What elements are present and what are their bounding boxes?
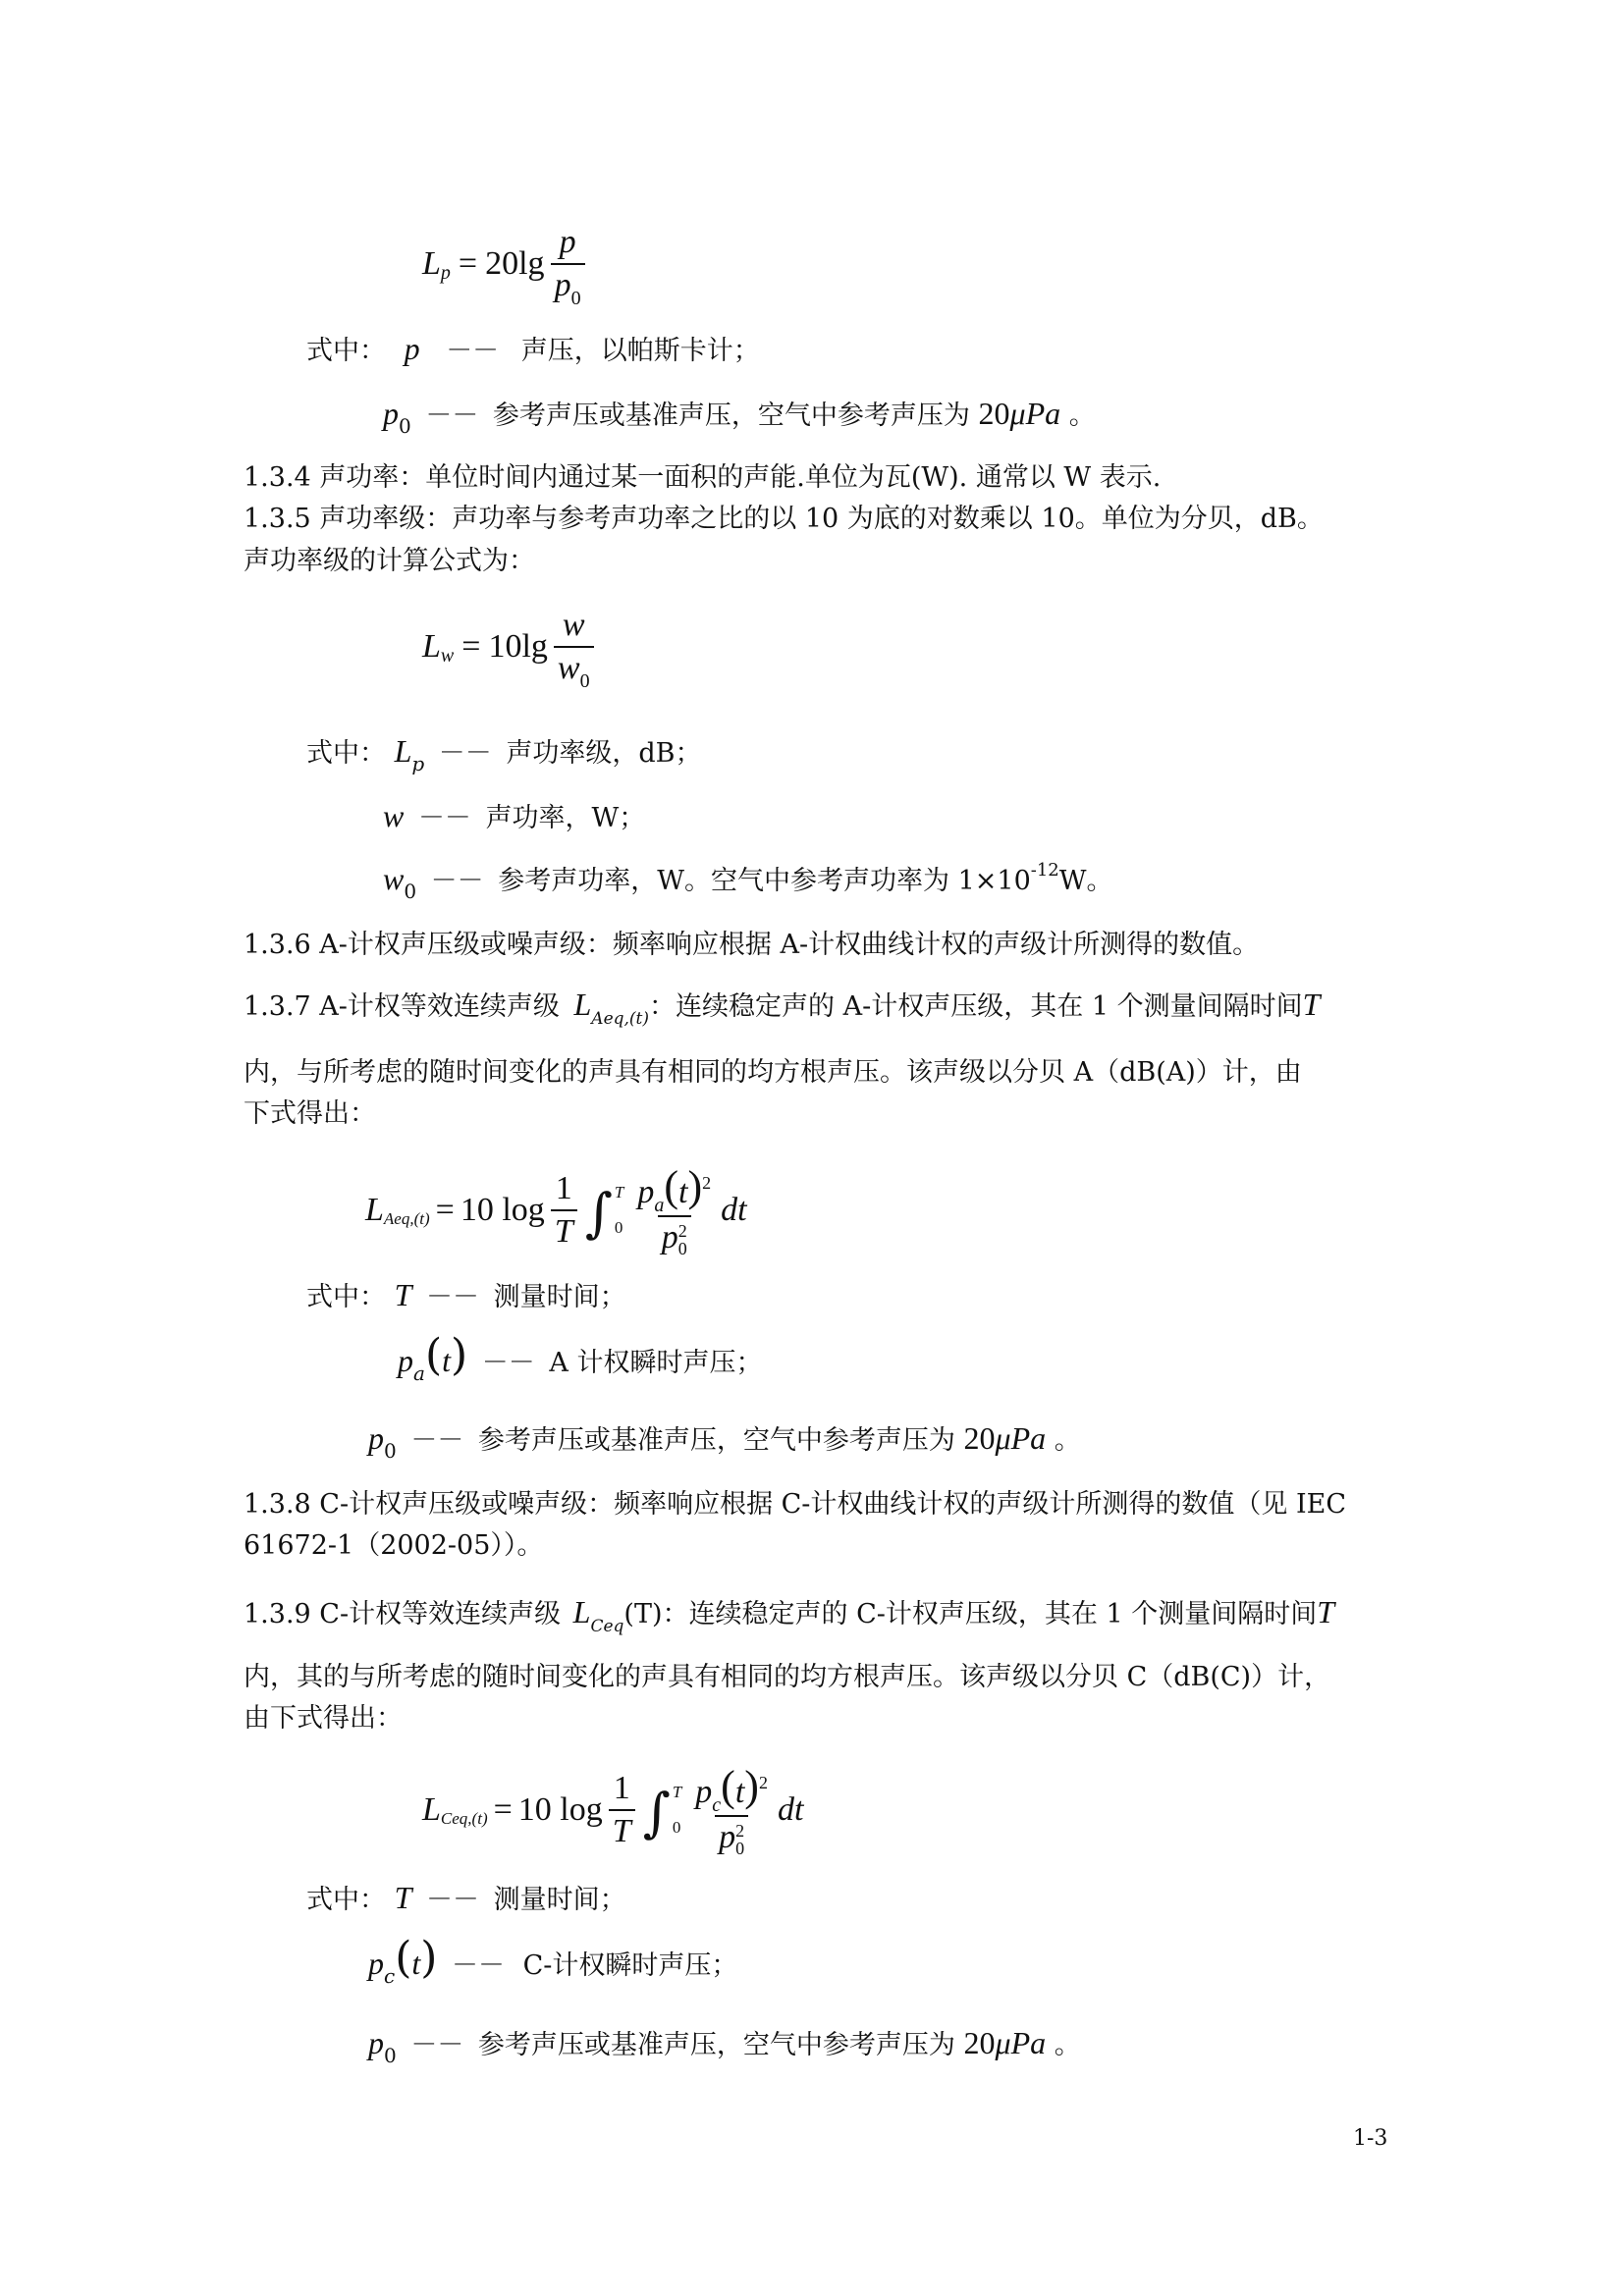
section-1-3-8-line-2: 61672-1（2002-05））。 [244,1530,544,1561]
section-1-3-9-line-1: 1.3.9 C-计权等效连续声级 $L_{Ceq}(T)$：连续稳定声的 C-计权声压级，其在 1 个测量间隔时间T [244,1594,1335,1636]
section-1-3-4: 1.3.4 声功率：单位时间内通过某一面积的声能.单位为瓦(W). 通常以 W 表示. [244,462,1162,493]
fraction-pressure-ratio: $p_c(t)^2$ p 2 0 [695,1762,768,1859]
fraction-pressure-ratio: $p_a(t)^2$ p 2 0 [637,1162,712,1259]
section-1-3-9-line-3: 由下式得出： [244,1703,403,1734]
fraction-one-over-t: $\frac{1}{T}$ [609,1770,635,1850]
fraction: $\frac{w}{w_0}$ [554,607,594,687]
section-1-3-5-line-1: 1.3.5 声功率级：声功率与参考声功率之比的以 10 为底的对数乘以 10。单位为分贝，dB。 [244,504,1324,534]
section-1-3-5-line-2: 声功率级的计算公式为： [244,546,535,576]
where-block-1-line-2: $p_0$ －－ 参考声压或基准声压，空气中参考声压为 20μPa 。 [383,396,1096,438]
integral-sign: ∫ [584,1181,613,1244]
integral-limits: T 0 [614,1183,624,1238]
integral-limits: T 0 [672,1783,682,1838]
where-block-4-line-3: $p_0$ －－ 参考声压或基准声压，空气中参考声压为 20μPa 。 [368,2025,1081,2067]
page-number: 1-3 [1353,2126,1388,2151]
integral-sign: ∫ [642,1781,671,1843]
where-block-1-line-1: 式中： p －－ 声压，以帕斯卡计； [306,331,760,366]
where-block-3-line-1: 式中： T －－ 测量时间； [306,1277,626,1312]
fraction-one-over-t: $\frac{1}{T}$ [551,1170,577,1251]
where-block-3-line-3: $p_0$ －－ 参考声压或基准声压，空气中参考声压为 20μPa 。 [368,1420,1081,1463]
equation-sound-power-level: L w = 10lg $\frac{w}{w_0}$ [422,607,600,687]
section-1-3-7-line-2: 内，与所考虑的随时间变化的声具有相同的均方根声压。该声级以分贝 A（dB(A)）计，由 [244,1057,1302,1088]
equation-sound-pressure-level: L p = 20lg $\frac{p}{p_0}$ [422,224,591,304]
fraction: $\frac{p}{p_0}$ [551,224,585,304]
where-block-3-line-2: $p_a(t) -- A$ 计权瞬时声压； [398,1330,763,1385]
where-block-4-line-1: 式中： T －－ 测量时间； [306,1880,626,1915]
equation-c-weighted-leq: L Ceq,(t) = 10 log $\frac{1}{T}$ ∫ T 0 $p_c(t)^2$ p 2 0 dt [422,1762,804,1859]
section-1-3-7-line-3: 下式得出： [244,1098,376,1129]
section-1-3-7-line-1: 1.3.7 A-计权等效连续声级 $L_{Aeq,(t)}$：连续稳定声的 A-计权声压级，其在 1 个测量间隔时间T [244,987,1321,1029]
where-block-2-line-3: $w_0$ －－ 参考声功率，W。空气中参考声功率为 $1\times 10^{-12}W$。 [383,860,1113,903]
section-1-3-9-line-2: 内，其的与所考虑的随时间变化的声具有相同的均方根声压。该声级以分贝 C（dB(C)）计， [244,1662,1331,1692]
section-1-3-6: 1.3.6 A-计权声压级或噪声级：频率响应根据 A-计权曲线计权的声级计所测得的数值。 [244,930,1260,960]
where-block-2-line-1: 式中： $L_p$ －－ 声功率级，dB； [306,733,702,775]
where-block-4-line-2: $p_c(t) -- C-$计权瞬时声压； [368,1933,738,1988]
equation-a-weighted-leq: L Aeq,(t) = 10 log $\frac{1}{T}$ ∫ T 0 $p_a(t)^2$ p 2 0 dt [365,1162,747,1259]
section-1-3-8-line-1: 1.3.8 C-计权声压级或噪声级：频率响应根据 C-计权曲线计权的声级计所测得的数值（见 IEC [244,1489,1347,1520]
where-block-2-line-2: w －－ 声功率，W； [383,798,646,833]
